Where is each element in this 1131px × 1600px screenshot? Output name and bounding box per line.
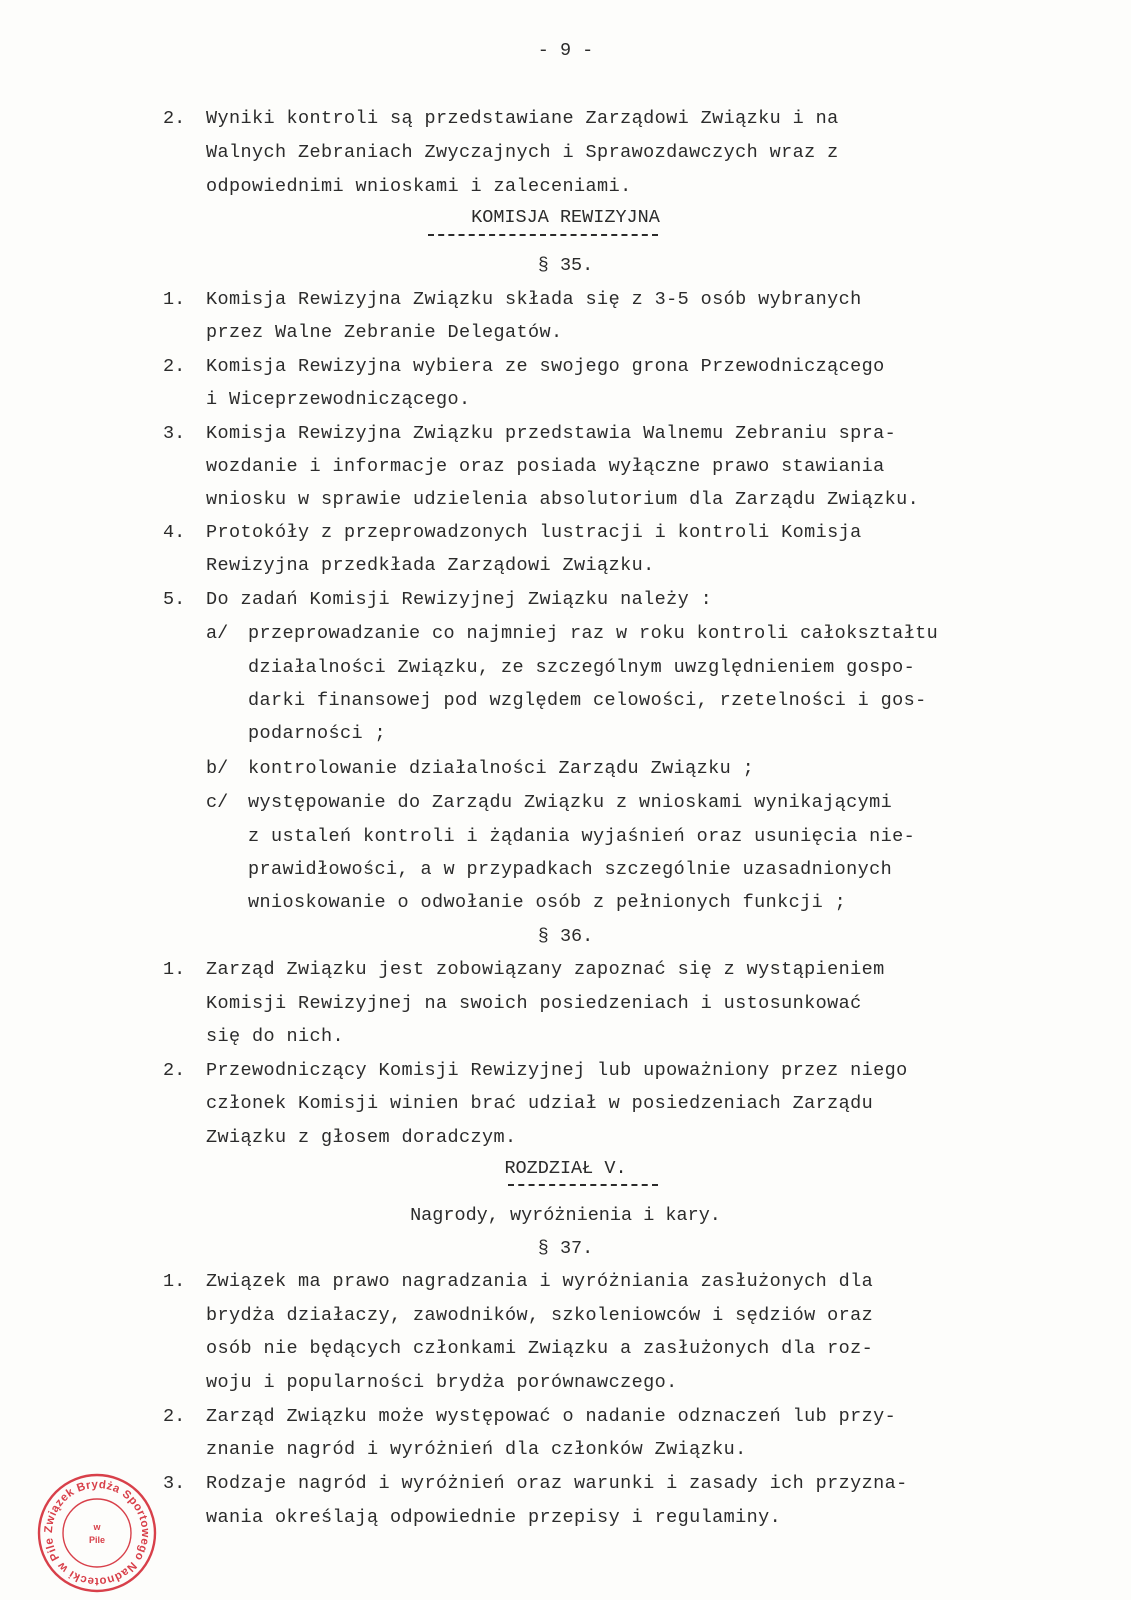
text-line: występowanie do Zarządu Związku z wnioskami wynikającymi <box>248 792 893 813</box>
sec37-title: § 37. <box>537 1238 594 1259</box>
text-line: z ustaleń kontroli i żądania wyjaśnień oraz usunięcia nie- <box>248 826 916 847</box>
text-line: osób nie będących członkami Związku a zasłużonych dla roz- <box>206 1338 874 1359</box>
text-line: przeprowadzanie co najmniej raz w roku kontroli całokształtu <box>248 623 939 644</box>
text-line: Przewodniczący Komisji Rewizyjnej lub upoważniony przez niego <box>206 1060 908 1081</box>
text-line: podarności ; <box>248 723 387 744</box>
text-line: Rodzaje nagród i wyróżnień oraz warunki i zasady ich przyzna- <box>206 1473 908 1494</box>
subitem-label: b/ <box>206 758 229 779</box>
text-line: Rewizyjna przedkłada Zarządowi Związku. <box>206 555 655 576</box>
svg-text:w: w <box>93 1522 101 1532</box>
text-line: Wyniki kontroli są przedstawiane Zarządowi Związku i na <box>206 108 839 129</box>
organization-stamp <box>34 1470 160 1596</box>
subitem-label: c/ <box>206 792 229 813</box>
rozdzial-subtitle: Nagrody, wyróżnienia i kary. <box>410 1205 721 1226</box>
heading-underline <box>428 234 658 236</box>
text-line: Związku z głosem doradczym. <box>206 1127 517 1148</box>
text-line: Komisja Rewizyjna wybiera ze swojego grona Przewodniczącego <box>206 356 885 377</box>
subitem-label: a/ <box>206 623 229 644</box>
heading-underline <box>508 1184 658 1186</box>
item-number: 1. <box>163 289 186 310</box>
text-line: brydża działaczy, zawodników, szkoleniowców i sędziów oraz <box>206 1305 874 1326</box>
text-line: Komisji Rewizyjnej na swoich posiedzeniach i ustosunkować <box>206 993 862 1014</box>
text-line: Komisja Rewizyjna Związku przedstawia Walnemu Zebraniu spra- <box>206 423 897 444</box>
item-number: 1. <box>163 1271 186 1292</box>
item-number: 2. <box>163 1406 186 1427</box>
text-line: odpowiednimi wnioskami i zaleceniami. <box>206 176 632 197</box>
heading-rozdzial: ROZDZIAŁ V. <box>504 1158 627 1179</box>
item-number: 2. <box>163 108 186 129</box>
text-line: Zarząd Związku może występować o nadanie odznaczeń lub przy- <box>206 1406 897 1427</box>
text-line: znanie nagród i wyróżnień dla członków Związku. <box>206 1439 747 1460</box>
text-line: wnioskowanie o odwołanie osób z pełnionych funkcji ; <box>248 892 847 913</box>
item-number: 2. <box>163 356 186 377</box>
stamp-text: Związek Brydża Sportowego Nadnotecki w Pile <box>42 1478 152 1588</box>
item-number: 2. <box>163 1060 186 1081</box>
text-line: Zarząd Związku jest zobowiązany zapoznać się z wystąpieniem <box>206 959 885 980</box>
text-line: Do zadań Komisji Rewizyjnej Związku należy : <box>206 589 713 610</box>
text-line: się do nich. <box>206 1026 345 1047</box>
text-line: woju i popularności brydża porównawczego. <box>206 1372 678 1393</box>
sec35-title: § 35. <box>537 255 594 276</box>
sec36-title: § 36. <box>537 926 594 947</box>
text-line: darki finansowej pod względem celowości, rzetelności i gos- <box>248 690 927 711</box>
text-line: Związek ma prawo nagradzania i wyróżniania zasłużonych dla <box>206 1271 874 1292</box>
heading-komisja-rewizyjna: KOMISJA REWIZYJNA <box>471 207 660 228</box>
text-line: przez Walne Zebranie Delegatów. <box>206 322 563 343</box>
item-number: 5. <box>163 589 186 610</box>
text-line: wania określają odpowiednie przepisy i regulaminy. <box>206 1507 782 1528</box>
text-line: Walnych Zebraniach Zwyczajnych i Sprawozdawczych wraz z <box>206 142 839 163</box>
text-line: członek Komisji winien brać udział w posiedzeniach Zarządu <box>206 1093 874 1114</box>
page-number: - 9 - <box>537 40 594 61</box>
svg-text:Pile: Pile <box>88 1535 106 1545</box>
text-line: Komisja Rewizyjna Związku składa się z 3-5 osób wybranych <box>206 289 862 310</box>
text-line: wozdanie i informacje oraz posiada wyłączne prawo stawiania <box>206 456 885 477</box>
item-number: 3. <box>163 1473 186 1494</box>
svg-text:Związek Brydża Sportowego Nadn <box>43 1479 151 1587</box>
item-number: 1. <box>163 959 186 980</box>
text-line: wniosku w sprawie udzielenia absolutorium dla Zarządu Związku. <box>206 489 920 510</box>
text-line: kontrolowanie działalności Zarządu Związku ; <box>248 758 755 779</box>
item-number: 3. <box>163 423 186 444</box>
text-line: prawidłowości, a w przypadkach szczególnie uzasadnionych <box>248 859 893 880</box>
text-line: Protokóły z przeprowadzonych lustracji i kontroli Komisja <box>206 522 862 543</box>
item-number: 4. <box>163 522 186 543</box>
text-line: działalności Związku, ze szczególnym uwzględnieniem gospo- <box>248 657 916 678</box>
text-line: i Wiceprzewodniczącego. <box>206 389 471 410</box>
